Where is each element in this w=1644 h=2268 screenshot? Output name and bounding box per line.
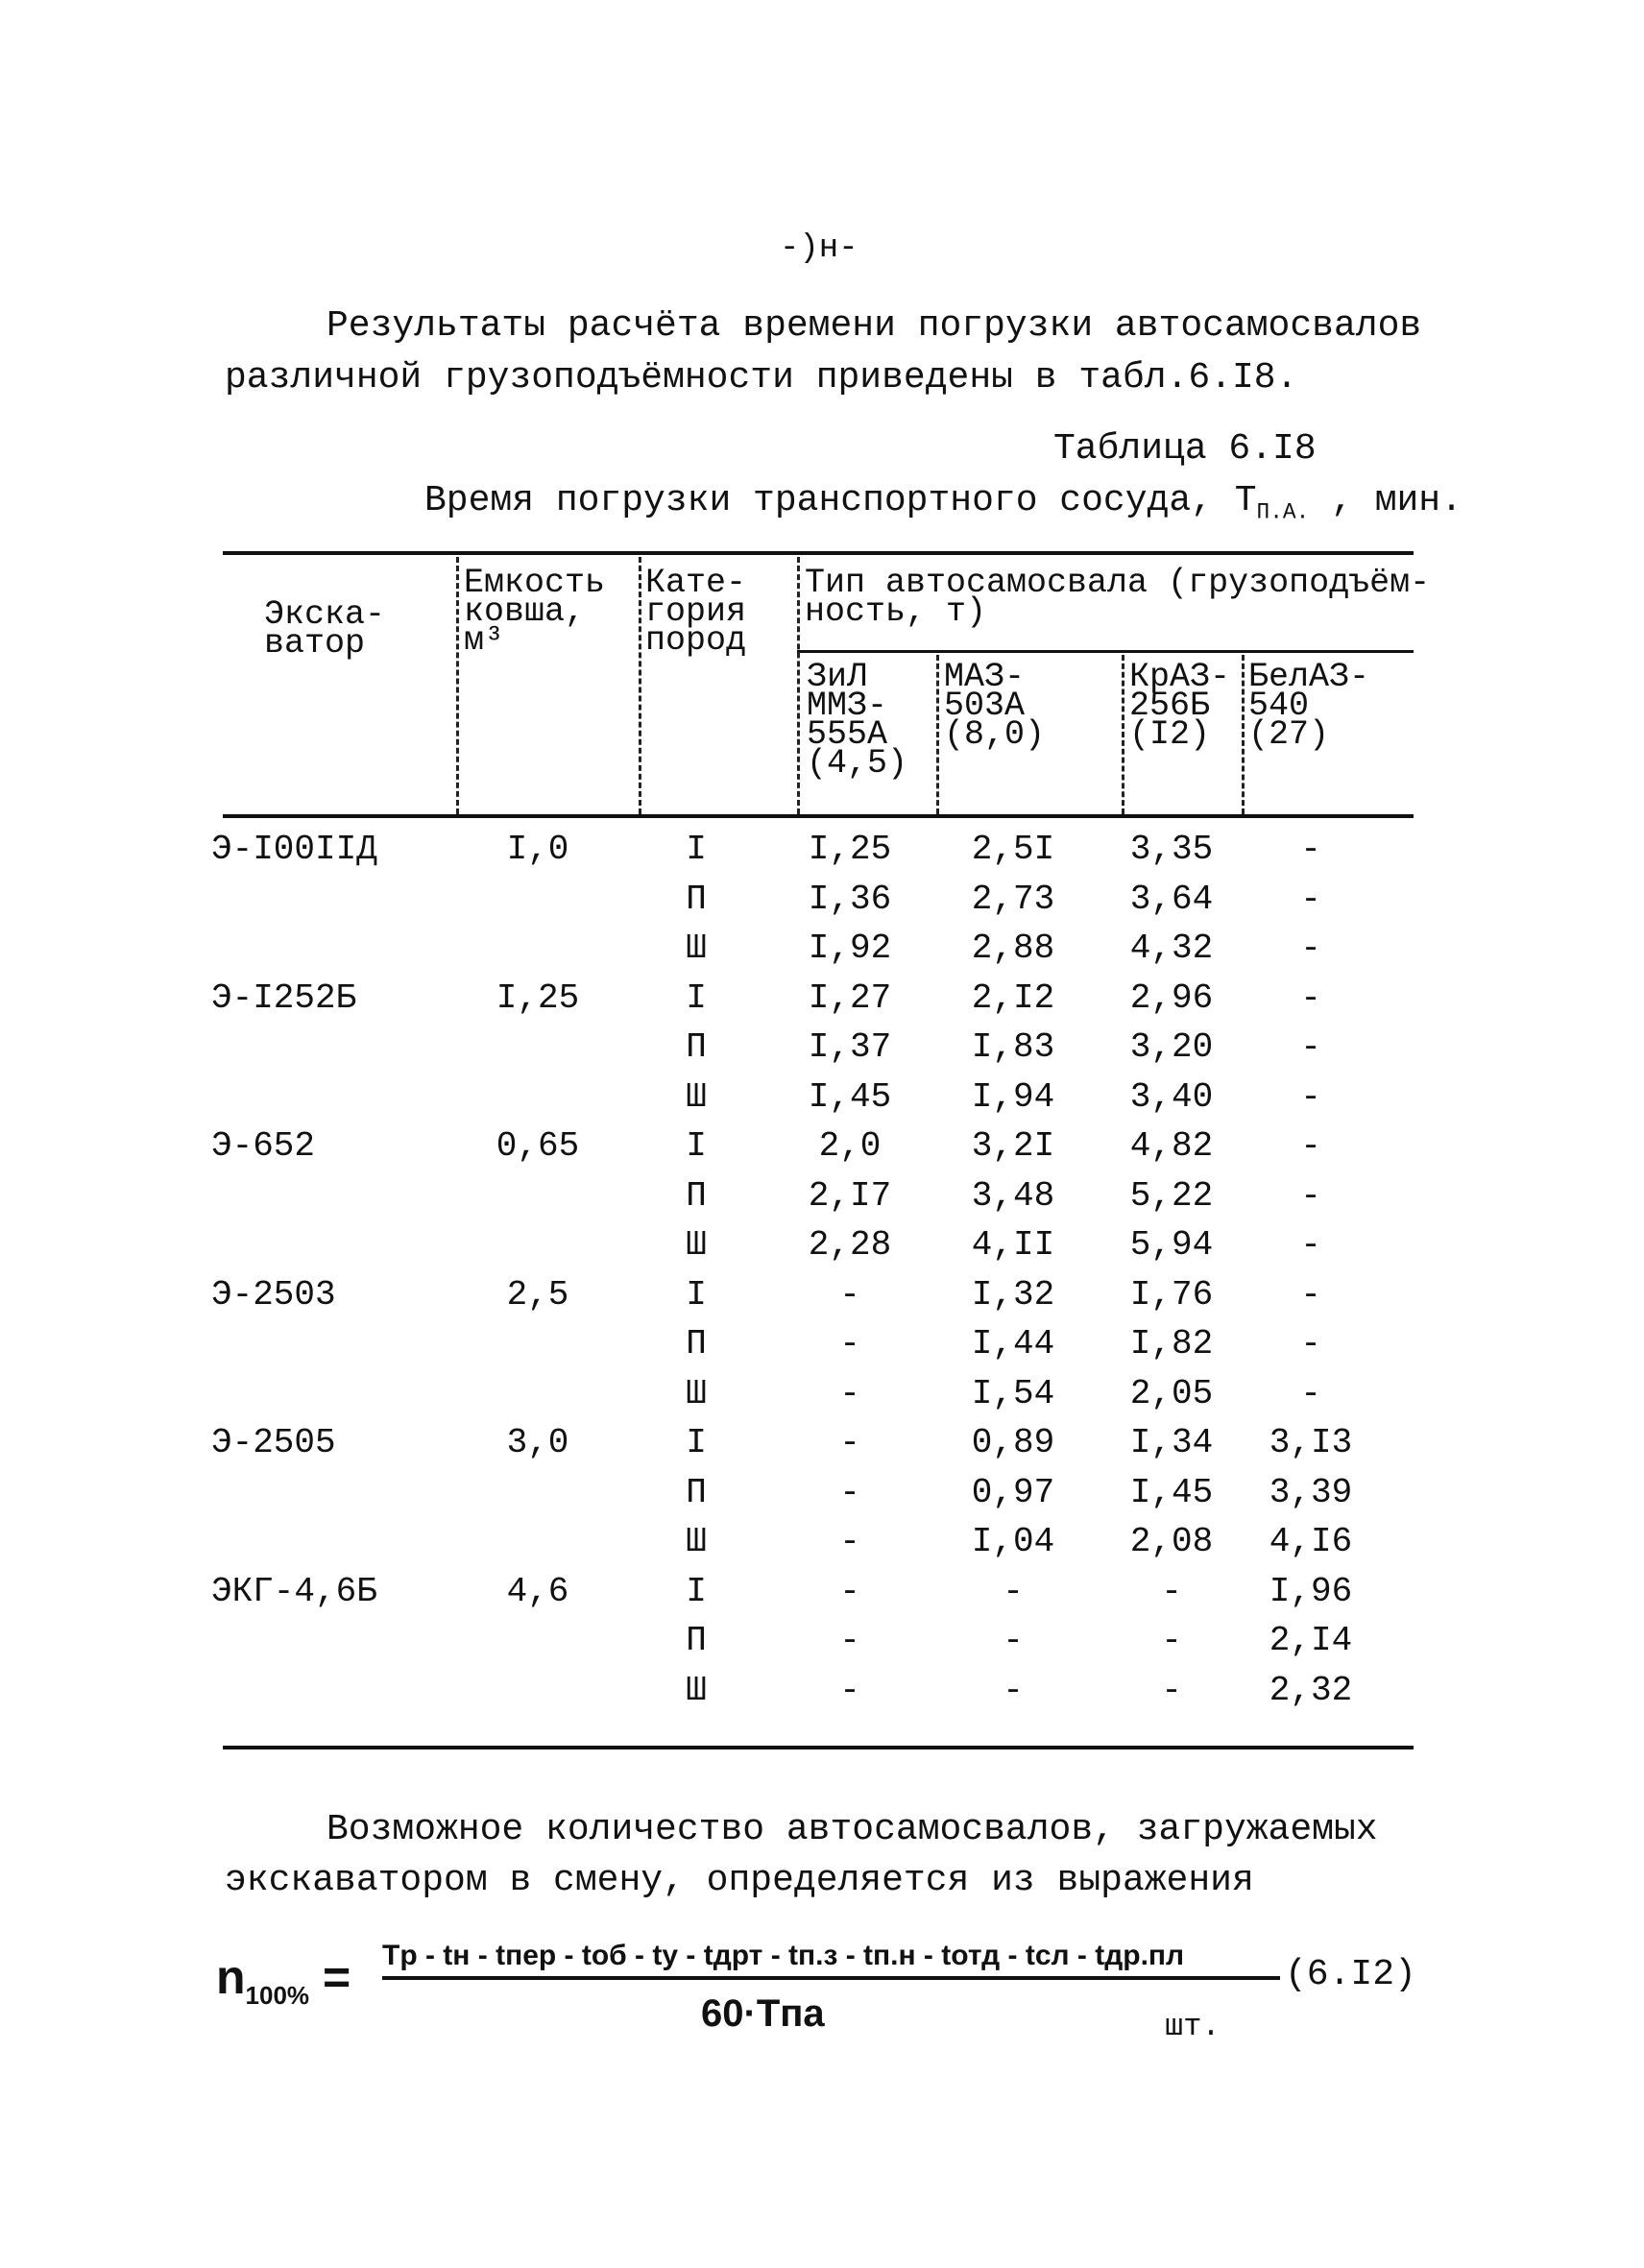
value-cell: 5,22	[1129, 1175, 1214, 1216]
value-cell: 4,32	[1129, 929, 1214, 968]
value-cell: 3,40	[1129, 1076, 1214, 1117]
value-cell: -	[1300, 1324, 1321, 1363]
value-cell: 0,97	[971, 1472, 1055, 1512]
value-cell: -	[1300, 1175, 1321, 1216]
intro-line-1: Результаты расчёта времени погрузки автосамосвалов	[326, 305, 1422, 347]
value-cell: -	[1300, 1027, 1321, 1067]
value-cell: -	[1003, 1670, 1024, 1710]
value-cell: 2,I2	[971, 977, 1055, 1018]
formula-number: (6.I2)	[1285, 1954, 1416, 1995]
value-cell: -	[839, 1324, 860, 1363]
value-cell: -	[1300, 977, 1321, 1018]
value-cell: -	[1161, 1670, 1182, 1710]
value-cell: -	[1003, 1621, 1024, 1660]
header-truck-zil: ЗиЛ ММЗ- 555А (4,5)	[807, 658, 908, 783]
value-cell: I,83	[971, 1027, 1055, 1067]
value-cell: 2,73	[971, 879, 1055, 919]
excavator-cell: Э-2503	[211, 1274, 336, 1315]
value-cell: -	[1300, 830, 1321, 869]
col-divider	[1242, 655, 1245, 814]
value-cell: -	[1300, 1373, 1321, 1413]
value-cell: I,34	[1129, 1423, 1214, 1462]
header-truck-belaz: БелАЗ- 540 (27)	[1248, 658, 1370, 754]
capacity-cell: I,0	[506, 830, 569, 869]
table-label: Таблица 6.I8	[1053, 428, 1317, 470]
category-cell: П	[686, 1621, 707, 1660]
capacity-cell: 0,65	[496, 1126, 580, 1166]
value-cell: 4,II	[971, 1225, 1055, 1265]
value-cell: I,92	[808, 929, 892, 968]
value-cell: -	[839, 1423, 860, 1462]
formula-denominator: 60·Tпа	[701, 1992, 825, 2035]
page-number: -)н-	[780, 230, 858, 267]
value-cell: 3,39	[1269, 1472, 1353, 1512]
category-cell: Ш	[686, 1670, 707, 1710]
value-cell: -	[1300, 1076, 1321, 1117]
value-cell: -	[839, 1571, 860, 1611]
category-cell: П	[686, 1175, 707, 1216]
header-truck-maz: МАЗ- 503А (8,0)	[944, 658, 1046, 754]
category-cell: I	[686, 1126, 707, 1166]
value-cell: 3,I3	[1269, 1423, 1353, 1462]
capacity-cell: 3,0	[506, 1423, 569, 1462]
value-cell: I,54	[971, 1373, 1055, 1413]
header-truck-kraz: КрАЗ- 256Б (I2)	[1129, 658, 1231, 754]
value-cell: -	[839, 1274, 860, 1315]
value-cell: -	[839, 1373, 860, 1413]
col-divider	[456, 557, 459, 814]
formula-unit: шт.	[1165, 2009, 1221, 2044]
category-cell: Ш	[686, 1373, 707, 1413]
category-cell: I	[686, 977, 707, 1018]
caption-sub: П.А.	[1256, 499, 1310, 525]
value-cell: I,45	[808, 1076, 892, 1117]
category-cell: П	[686, 1472, 707, 1512]
value-cell: 3,48	[971, 1175, 1055, 1216]
capacity-cell: 2,5	[506, 1274, 569, 1315]
category-cell: Ш	[686, 929, 707, 968]
value-cell: 2,08	[1129, 1522, 1214, 1561]
intro-line-2: различной грузоподъёмности приведены в табл.6.I8.	[225, 357, 1298, 398]
category-cell: I	[686, 830, 707, 869]
table-bottom-rule	[223, 1746, 1414, 1749]
value-cell: I,82	[1129, 1324, 1214, 1363]
value-cell: -	[1003, 1571, 1024, 1611]
value-cell: -	[1300, 929, 1321, 968]
header-capacity: Емкость ковша, м³	[464, 564, 606, 660]
value-cell: 2,I4	[1269, 1621, 1353, 1660]
value-cell: 2,5I	[971, 830, 1055, 869]
header-truck-type: Тип автосамосвала (грузоподъём- ность, т)	[805, 564, 1431, 631]
excavator-cell: ЭКГ-4,6Б	[211, 1571, 377, 1611]
category-cell: I	[686, 1571, 707, 1611]
value-cell: I,45	[1129, 1472, 1214, 1512]
category-cell: Ш	[686, 1522, 707, 1561]
value-cell: -	[1300, 1225, 1321, 1265]
value-cell: -	[1300, 1274, 1321, 1315]
value-cell: 2,05	[1129, 1373, 1214, 1413]
value-cell: I,44	[971, 1324, 1055, 1363]
outro-line-1: Возможное количество автосамосвалов, загружаемых	[326, 1809, 1378, 1850]
value-cell: -	[1300, 1126, 1321, 1166]
caption-unit: , мин.	[1331, 480, 1463, 521]
value-cell: -	[839, 1621, 860, 1660]
header-category: Кате- гория пород	[645, 564, 747, 660]
value-cell: 5,94	[1129, 1225, 1214, 1265]
value-cell: -	[1300, 879, 1321, 919]
value-cell: 2,96	[1129, 977, 1214, 1018]
value-cell: -	[1161, 1571, 1182, 1611]
value-cell: 2,0	[818, 1126, 882, 1166]
value-cell: I,96	[1269, 1571, 1353, 1611]
category-cell: П	[686, 1324, 707, 1363]
formula-lhs: $n_{100\%}$ =	[216, 1950, 351, 2010]
value-cell: 2,88	[971, 929, 1055, 968]
excavator-cell: Э-652	[211, 1126, 316, 1166]
caption-text: Время погрузки транспортного сосуда, Т	[424, 480, 1257, 521]
value-cell: 2,I7	[808, 1175, 892, 1216]
category-cell: Ш	[686, 1076, 707, 1117]
value-cell: I,25	[808, 830, 892, 869]
value-cell: -	[839, 1472, 860, 1512]
value-cell: 2,32	[1269, 1670, 1353, 1710]
capacity-cell: 4,6	[506, 1571, 569, 1611]
category-cell: П	[686, 879, 707, 919]
value-cell: I,27	[808, 977, 892, 1018]
header-excavator: Экска- ватор	[264, 595, 386, 663]
col-divider	[639, 557, 641, 814]
value-cell: I,37	[808, 1027, 892, 1067]
value-cell: 3,20	[1129, 1027, 1214, 1067]
value-cell: -	[839, 1522, 860, 1561]
value-cell: 3,64	[1129, 879, 1214, 919]
table-top-rule	[223, 551, 1414, 555]
value-cell: I,04	[971, 1522, 1055, 1561]
category-cell: П	[686, 1027, 707, 1067]
fraction-bar	[382, 1976, 1280, 1980]
col-divider	[1122, 655, 1124, 814]
value-cell: 2,28	[808, 1225, 892, 1265]
category-cell: Ш	[686, 1225, 707, 1265]
value-cell: 4,82	[1129, 1126, 1214, 1166]
formula-numerator: Tр - tн - tпер - tоб - tу - tдрт - tп.з - tп.н - tотд - tсл - tдр.пл	[382, 1940, 1185, 1971]
col-divider	[936, 655, 939, 814]
value-cell: -	[1161, 1621, 1182, 1660]
subheader-rule	[797, 650, 1414, 653]
table-caption	[424, 480, 1463, 525]
col-divider	[797, 557, 800, 814]
value-cell: I,76	[1129, 1274, 1214, 1315]
category-cell: I	[686, 1423, 707, 1462]
category-cell: I	[686, 1274, 707, 1315]
excavator-cell: Э-2505	[211, 1423, 336, 1462]
capacity-cell: I,25	[496, 977, 580, 1018]
outro-line-2: экскаватором в смену, определяется из выражения	[225, 1860, 1254, 1901]
value-cell: I,94	[971, 1076, 1055, 1117]
value-cell: I,36	[808, 879, 892, 919]
value-cell: -	[839, 1670, 860, 1710]
header-bottom-rule	[223, 814, 1414, 818]
value-cell: 0,89	[971, 1423, 1055, 1462]
value-cell: 3,2I	[971, 1126, 1055, 1166]
value-cell: I,32	[971, 1274, 1055, 1315]
value-cell: 4,I6	[1269, 1522, 1353, 1561]
excavator-cell: Э-I00IIД	[211, 830, 377, 869]
excavator-cell: Э-I252Б	[211, 977, 357, 1018]
value-cell: 3,35	[1129, 830, 1214, 869]
